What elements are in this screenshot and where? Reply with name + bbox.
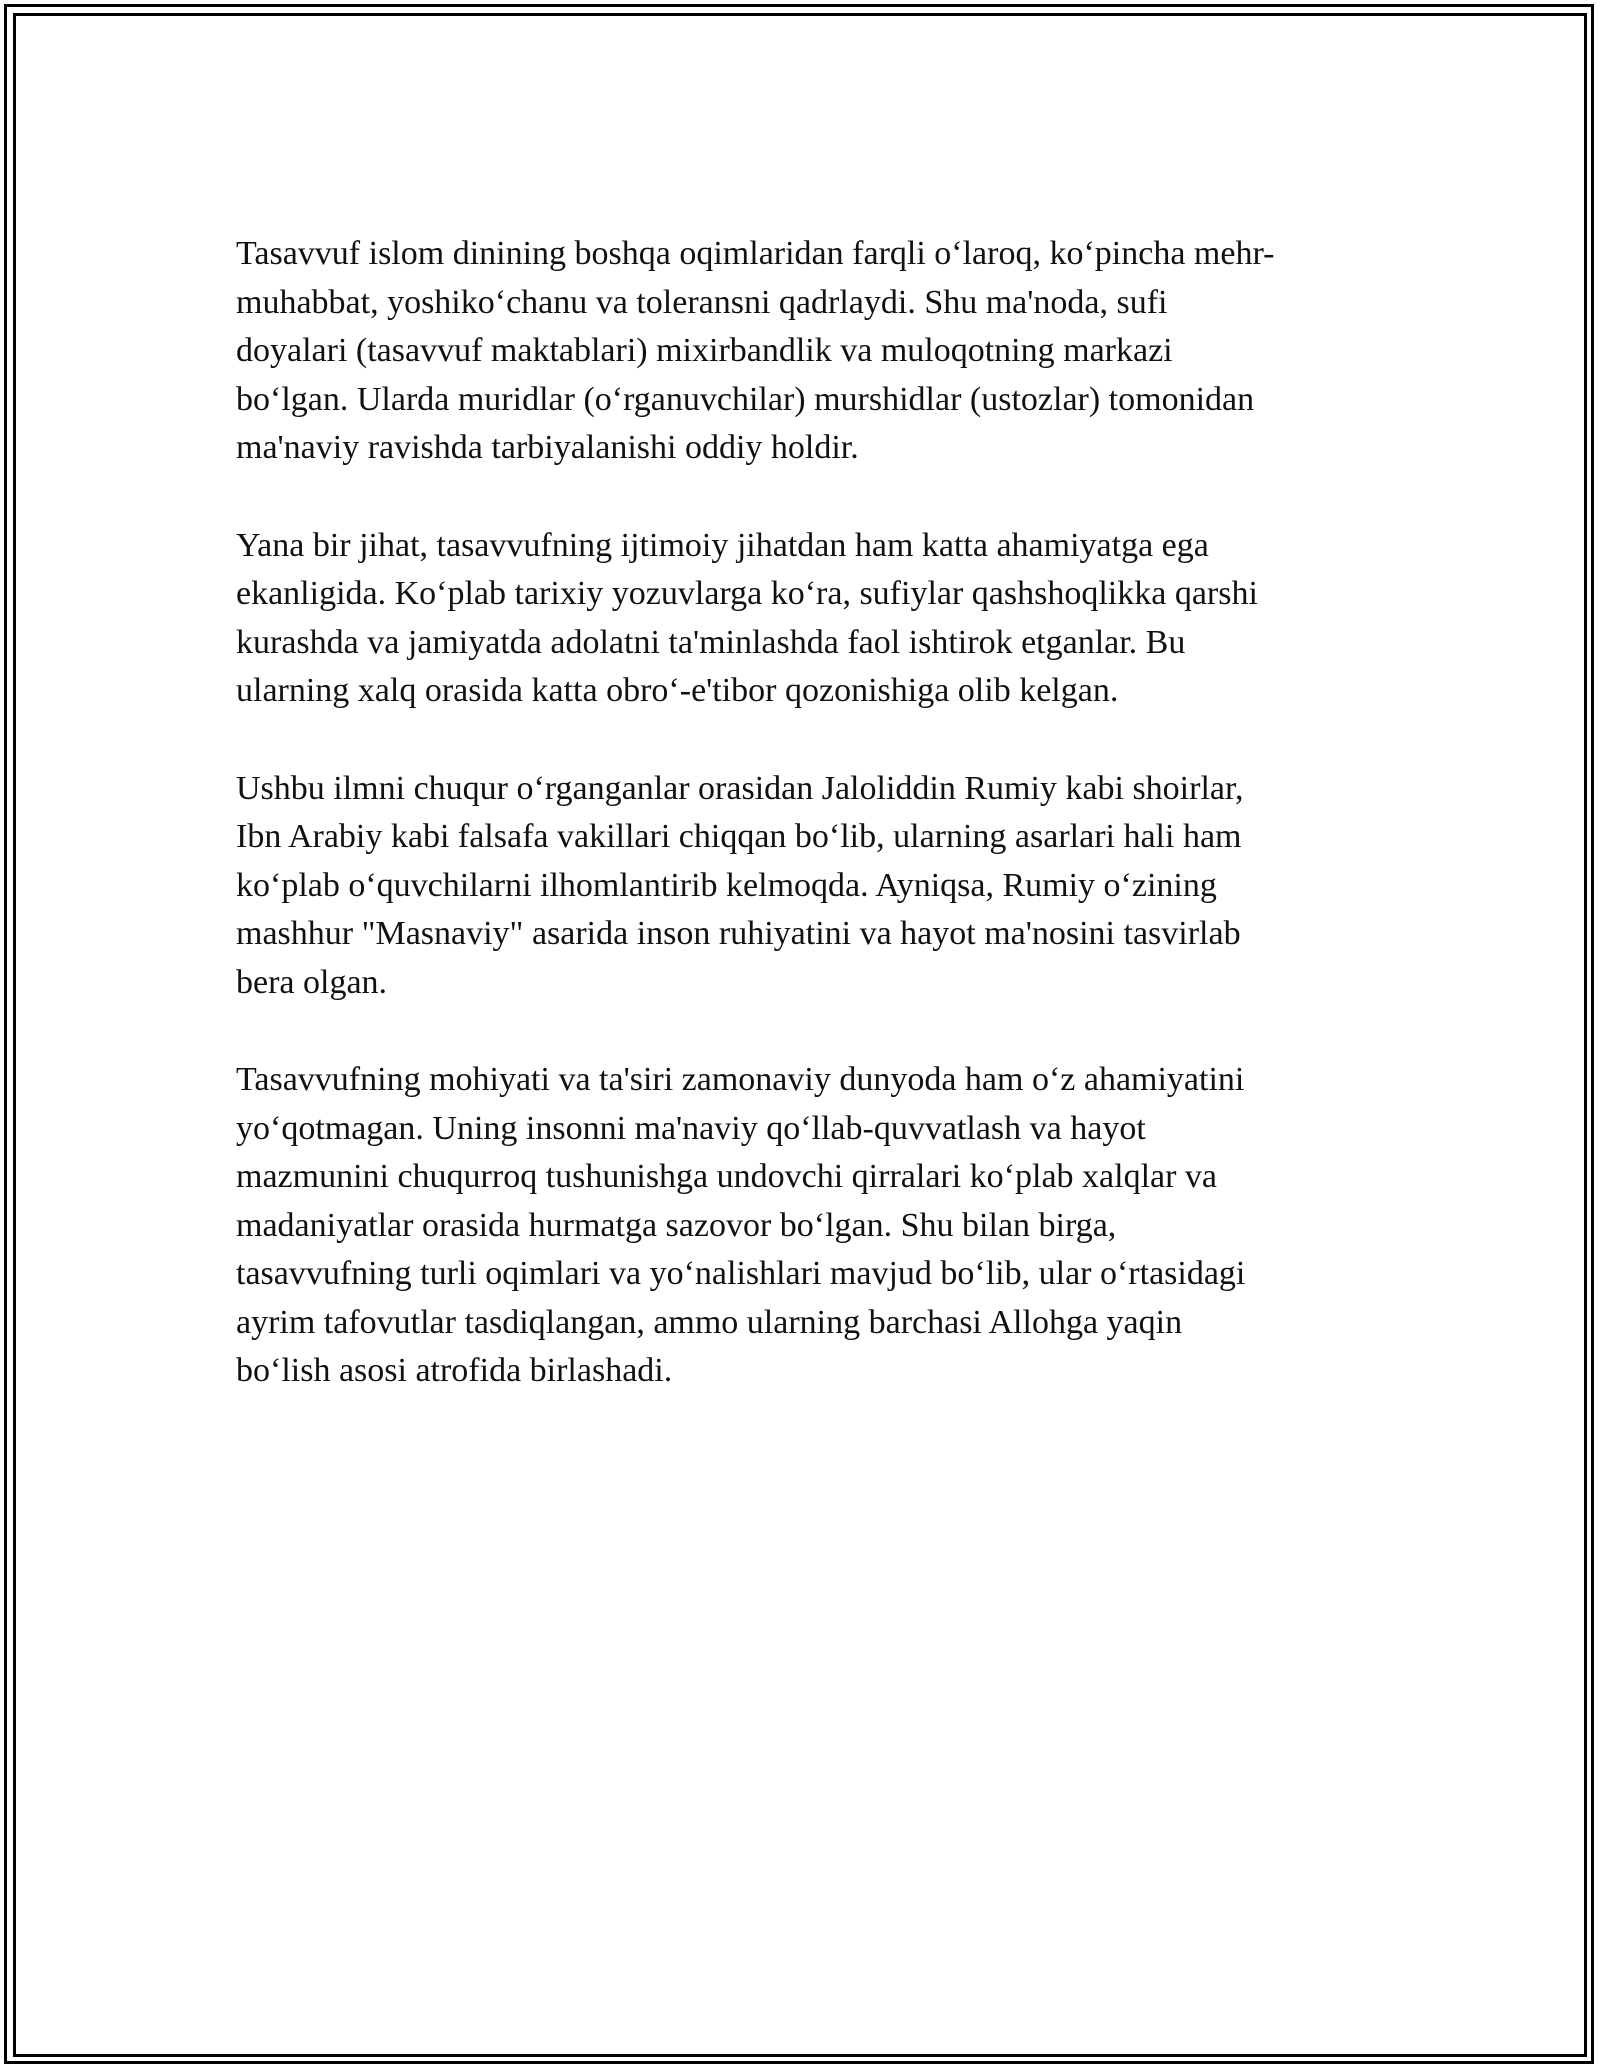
paragraph-1: [236, 230, 1366, 473]
text-line: kurashda va jamiyatda adolatni ta'minlashda faol ishtirok etganlar. Bu: [236, 623, 1186, 661]
text-line: mazmunini chuqurroq tushunishga undovchi qirralari ko‘plab xalqlar va: [236, 1158, 1218, 1195]
text-line: ayrim tafovutlar tasdiqlangan, ammo ularning barchasi Allohga yaqin: [236, 1303, 1183, 1341]
text-line: doyalari (tasavvuf maktablari) mixirbandlik va muloqotning markazi: [236, 332, 1173, 369]
text-line: muhabbat, yoshiko‘chanu va toleransni qadrlaydi. Shu ma'noda, sufi: [236, 283, 1168, 321]
paragraph-3: [236, 765, 1366, 1008]
text-line: ekanligida. Ko‘plab tarixiy yozuvlarga ko‘ra, sufiylar qashshoqlikka qarshi: [236, 575, 1258, 612]
paragraph-4: [236, 1056, 1366, 1396]
text-line: mashhur "Masnaviy" asarida inson ruhiyatini va hayot ma'nosini tasvirlab: [236, 915, 1241, 952]
paragraph-2: [236, 522, 1366, 716]
text-line: Tasavvufning mohiyati va ta'siri zamonaviy dunyoda ham o‘z ahamiyatini: [236, 1061, 1245, 1098]
text-line: yo‘qotmagan. Uning insonni ma'naviy qo‘llab-quvvatlash va hayot: [236, 1109, 1146, 1147]
text-line: Ibn Arabiy kabi falsafa vakillari chiqqan bo‘lib, ularning asarlari hali ham: [236, 818, 1242, 855]
text-line: madaniyatlar orasida hurmatga sazovor bo‘lgan. Shu bilan birga,: [236, 1206, 1117, 1244]
text-line: ko‘plab o‘quvchilarni ilhomlantirib kelmoqda. Ayniqsa, Rumiy o‘zining: [236, 866, 1217, 904]
document-body: [236, 230, 1366, 1445]
text-line: tasavvufning turli oqimlari va yo‘nalishlari mavjud bo‘lib, ular o‘rtasidagi: [236, 1255, 1246, 1292]
text-line: Ushbu ilmni chuqur o‘rganganlar orasidan Jaloliddin Rumiy kabi shoirlar,: [236, 769, 1244, 807]
text-line: ularning xalq orasida katta obro‘-e'tibor qozonishiga olib kelgan.: [236, 672, 1119, 709]
text-line: bo‘lish asosi atrofida birlashadi.: [236, 1352, 673, 1389]
text-line: bera olgan.: [236, 963, 388, 1001]
text-line: Tasavvuf islom dinining boshqa oqimlaridan farqli o‘laroq, ko‘pincha mehr-: [236, 235, 1275, 272]
text-line: bo‘lgan. Ularda muridlar (o‘rganuvchilar) murshidlar (ustozlar) tomonidan: [236, 380, 1255, 418]
text-line: Yana bir jihat, tasavvufning ijtimoiy jihatdan ham katta ahamiyatga ega: [236, 526, 1209, 564]
text-line: ma'naviy ravishda tarbiyalanishi oddiy holdir.: [236, 429, 859, 466]
